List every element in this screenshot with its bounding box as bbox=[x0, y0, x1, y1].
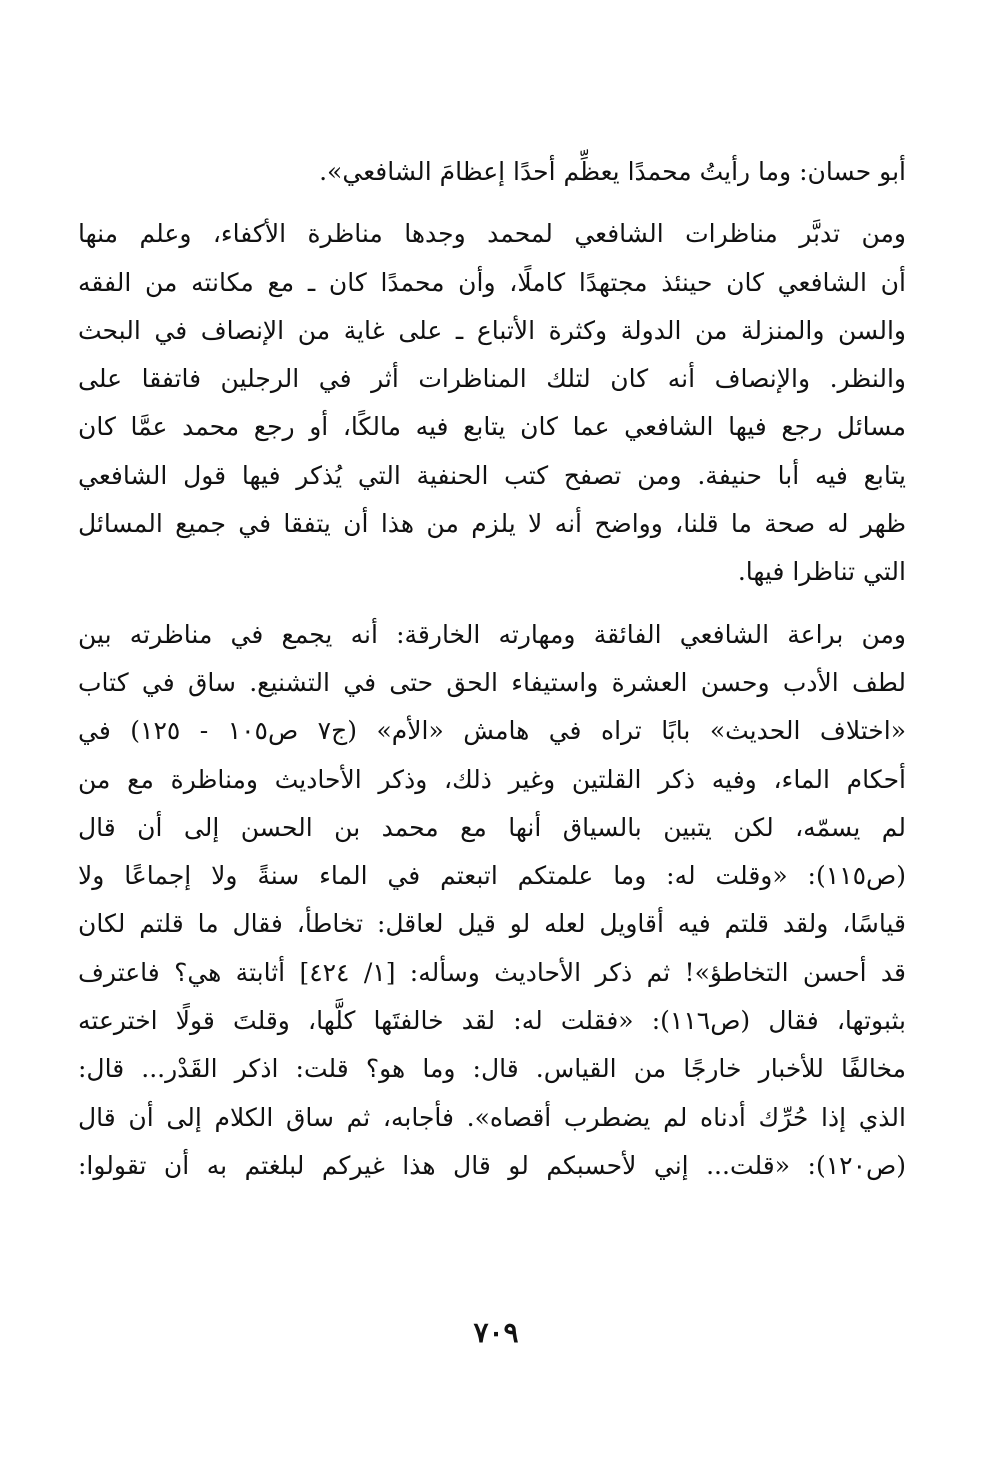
text-line: الذي إذا حُرِّك أدناه لم يضطرب أقصاه». فأجابه، ثم ساق الكلام إلى أن قال bbox=[78, 1102, 906, 1132]
text-line: لطف الأدب وحسن العشرة واستيفاء الحق حتى في التشنيع. ساق في كتاب bbox=[78, 667, 906, 697]
text-line: لم يسمّه، لكن يتبين بالسياق أنها مع محمد بن الحسن إلى أن قال bbox=[78, 812, 906, 842]
text-line: قد أحسن التخاطؤ»! ثم ذكر الأحاديث وسأله: [١/ ٤٢٤] أثابتة هي؟ فاعترف bbox=[78, 957, 906, 987]
text-line: ومن تدبَّر مناظرات الشافعي لمحمد وجدها مناظرة الأكفاء، وعلم منها bbox=[78, 219, 906, 249]
text-line: التي تناظرا فيها. bbox=[737, 557, 906, 587]
text-line: والنظر. والإنصاف أنه كان لتلك المناظرات أثر في الرجلين فاتفقا على bbox=[78, 364, 906, 394]
text-line: أحكام الماء، وفيه ذكر القلتين وغير ذلك، وذكر الأحاديث ومناظرة مع من bbox=[78, 764, 906, 794]
page-number: ٧٠٩ bbox=[473, 1316, 519, 1349]
text-line: (ص١٢٠): «قلت... إني لأحسبكم لو قال هذا غيركم لبلغتم به أن تقولوا: bbox=[78, 1150, 906, 1180]
paragraph-3 bbox=[78, 611, 906, 1191]
text-line: بثبوتها، فقال (ص١١٦): «فقلت له: لقد خالفتَها كلَّها، وقلتَ قولًا اخترعته bbox=[78, 1006, 906, 1036]
text-line: «اختلاف الحديث» بابًا تراه في هامش «الأم» (ج٧ ص١٠٥ - ١٢٥) في bbox=[78, 716, 906, 746]
text-line: مسائل رجع فيها الشافعي عما كان يتابع فيه مالكًا، أو رجع محمد عمَّا كان bbox=[78, 412, 906, 442]
text-line: يتابع فيه أبا حنيفة. ومن تصفح كتب الحنفية التي يُذكر فيها قول الشافعي bbox=[78, 460, 906, 490]
text-line: مخالفًا للأخبار خارجًا من القياس. قال: وما هو؟ قلت: اذكر القَدْر... قال: bbox=[78, 1054, 906, 1084]
text-line: (ص١١٥): «وقلت له: وما علمتكم اتبعتم في الماء سنةً ولا إجماعًا ولا bbox=[78, 861, 906, 891]
text-line: ومن براعة الشافعي الفائقة ومهارته الخارقة: أنه يجمع في مناظرته بين bbox=[78, 619, 906, 649]
text-line: قياسًا، ولقد قلتم فيه أقاويل لعله لو قيل لعاقل: تخاطأ، فقال ما قلتم لكان bbox=[78, 909, 906, 939]
body-text bbox=[78, 148, 906, 1190]
text-line: ظهر له صحة ما قلنا، وواضح أنه لا يلزم من هذا أن يتفقا في جميع المسائل bbox=[78, 509, 906, 539]
text-line: والسن والمنزلة من الدولة وكثرة الأتباع ـ على غاية من الإنصاف في البحث bbox=[78, 315, 906, 345]
text-line: أن الشافعي كان حينئذ مجتهدًا كاملًا، وأن محمدًا كان ـ مع مكانته من الفقه bbox=[78, 267, 906, 297]
paragraph-1 bbox=[78, 148, 906, 196]
text-line: أبو حسان: وما رأيتُ محمدًا يعظِّم أحدًا إعظامَ الشافعي». bbox=[319, 157, 906, 186]
paragraph-2 bbox=[78, 210, 906, 596]
paragraph-gap bbox=[78, 597, 906, 611]
paragraph-gap bbox=[78, 196, 906, 210]
